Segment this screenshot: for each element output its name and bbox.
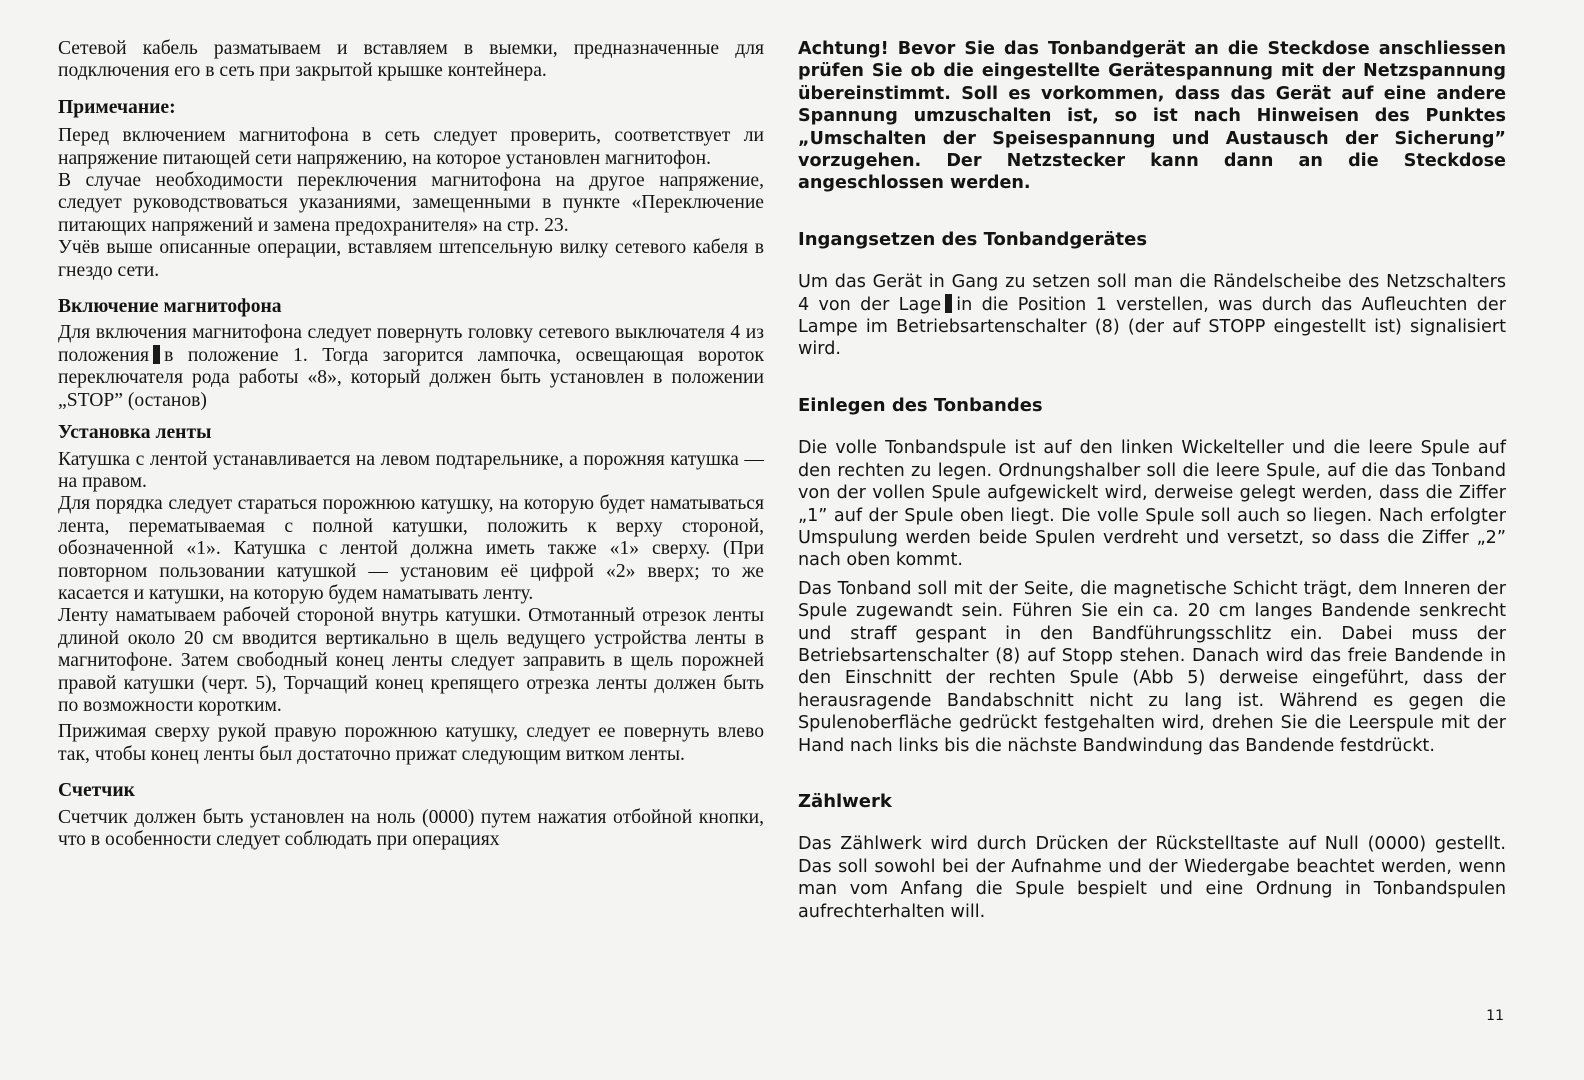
de-warning-paragraph: Achtung! Bevor Sie das Tonbandgerät an die Steckdose anschliessen prüfen Sie ob die eingestellte Gerätespannung mit der Netzspannung übereinstimmt. Soll es vorkommen, dass das Gerät auf eine andere Spannung umzuschalten ist, so ist nach Hinweisen des Punktes „Umschalten der Speisespannung und Austausch der Sicherung” vorzugehen. Der Netzstecker kann dann an die Steckdose angeschlossen werden.	[798, 39, 1506, 194]
de-start-paragraph	[798, 271, 1506, 361]
ru-note-heading: Примечание:	[58, 96, 176, 118]
de-start-heading: Ingangsetzen des Tonbandgerätes	[798, 228, 1148, 250]
page-number: 11	[1486, 1008, 1504, 1024]
ru-power-text-b: в положение 1. Тогда загорится лампочка, освещающая вороток переключателя рода работы «8», который должен быть установлен в положении „STOP” (останов)	[58, 344, 764, 411]
ru-counter-heading: Счетчик	[58, 780, 135, 802]
ru-note-paragraph-3: Учёв выше описанные операции, вставляем штепсельную вилку сетевого кабеля в гнездо сети.	[58, 237, 764, 281]
de-counter-paragraph: Das Zählwerk wird durch Drücken der Rückstelltaste auf Null (0000) gestellt. Das soll sowohl bei der Aufnahme und der Wiedergabe beachtet werden, wenn man vom Anfang die Spule bespielt und eine Ordnung in Tonbandspulen aufrechterhalten will.	[798, 834, 1506, 922]
de-counter-heading: Zählwerk	[798, 790, 892, 812]
ru-power-heading: Включение магнитофона	[58, 296, 282, 318]
russian-column	[58, 38, 764, 851]
switch-position-glyph-icon	[153, 345, 160, 364]
de-start-text-a: Um das Gerät in Gang zu setzen soll man die Rändelscheibe des Netzschalters 4 von der Lage	[798, 272, 1506, 315]
de-insert-heading: Einlegen des Tonbandes	[798, 394, 1043, 416]
de-start-text-b: in die Position 1 verstellen, was durch das Aufleuchten der Lampe im Betriebsartenschalter (8) (der auf STOPP eingestellt ist) signalisiert wird.	[798, 294, 1506, 360]
ru-power-paragraph	[58, 322, 764, 412]
ru-counter-paragraph: Счетчик должен быть установлен на ноль (0000) путем нажатия отбойной кнопки, что в особенности следует соблюдать при операциях	[58, 806, 764, 850]
ru-tape-paragraph-4: Прижимая сверху рукой правую порожнюю катушку, следует ее повернуть влево так, чтобы конец ленты был достаточно прижат следующим витком ленты.	[58, 721, 764, 765]
german-column	[798, 38, 1506, 923]
ru-tape-paragraph-1: Катушка с лентой устанавливается на левом подтарельнике, а порожняя катушка — на правом.	[58, 448, 764, 492]
de-insert-paragraph-2: Das Tonband soll mit der Seite, die magnetische Schicht trägt, dem Inneren der Spule zugewandt sein. Führen Sie ein ca. 20 cm langes Bandende senkrecht und straff gespant in den Bandführungsschlitz ein. Dabei muss der Betriebsartenschalter (8) auf Stopp stehen. Danach wird das freie Bandende in den Einschnitt der rechten Spule (Abb 5) derweise eingeführt, dass der herausragende Bandabschnitt nicht zu lang ist. Während es gegen die Spulenoberfläche gedrückt festgehalten wird, drehen Sie die Leerspule mit der Hand nach links bis die nächste Bandwindung das Bandende festdrückt.	[798, 578, 1506, 756]
ru-intro-paragraph: Сетевой кабель разматываем и вставляем в выемки, предназначенные для подключения его в сеть при закрытой крышке контейнера.	[58, 38, 764, 82]
ru-power-text-a: Для включения магнитофона следует повернуть головку сетевого выключателя 4 из положения	[58, 322, 764, 366]
switch-position-glyph-icon	[945, 294, 952, 313]
ru-note-paragraph-1: Перед включением магнитофона в сеть следует проверить, соответствует ли напряжение питающей сети напряжению, на которое установлен магнитофон.	[58, 125, 764, 169]
de-insert-paragraph-1: Die volle Tonbandspule ist auf den linken Wickelteller und die leere Spule auf den rechten zu legen. Ordnungshalber soll die leere Spule, auf die das Tonband von der vollen Spule aufgewickelt wird, derweise gelegt werden, dass die Ziffer „1” auf der Spule oben liegt. Die volle Spule soll auch so liegen. Nach erfolgter Umspulung werden beide Spulen verdreht und versetzt, so dass die Ziffer „2” nach oben kommt.	[798, 438, 1506, 571]
ru-tape-heading: Установка ленты	[58, 422, 212, 444]
ru-note-paragraph-2: В случае необходимости переключения магнитофона на другое напряжение, следует руководствоваться указаниями, замещенными в пункте «Переключение питающих напряжений и замена предохранителя» на стр. 23.	[58, 170, 764, 236]
ru-tape-paragraph-2: Для порядка следует стараться порожнюю катушку, на которую будет наматываться лента, перематываемая с полной катушки, положить к верху стороной, обозначенной «1». Катушка с лентой должна иметь также «1» сверху. (При повторном пользовании катушкой — установим её цифрой «2» вверх; то же касается и катушки, на которую будем наматывать ленту.	[58, 493, 764, 604]
ru-tape-paragraph-3: Ленту наматываем рабочей стороной внутрь катушки. Отмотанный отрезок ленты длиной около 20 см вводится вертикально в щель ведущего устройства ленты в магнитофоне. Затем свободный конец ленты следует заправить в щель порожней правой катушки (черт. 5), Торчащий конец крепящего отрезка ленты должен быть по возможности коротким.	[58, 605, 764, 716]
